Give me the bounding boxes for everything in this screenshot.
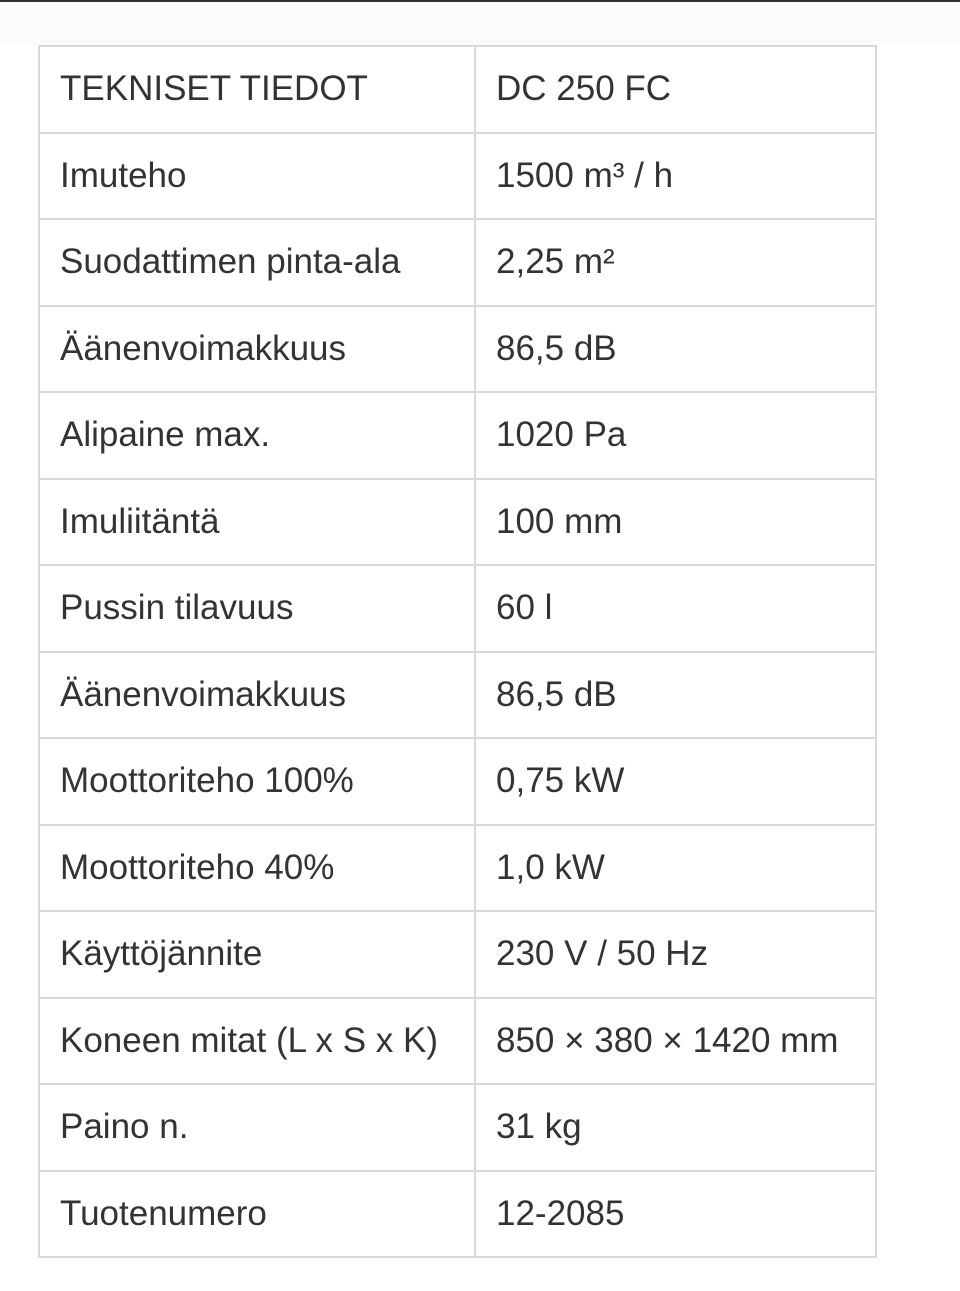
spec-label: Suodattimen pinta-ala	[39, 219, 475, 306]
table-row	[39, 392, 876, 479]
spec-value: 60 l	[475, 565, 876, 652]
spec-label: Tuotenumero	[39, 1171, 475, 1258]
spec-label: Pussin tilavuus	[39, 565, 475, 652]
spec-label: Äänenvoimakkuus	[39, 652, 475, 739]
table-header-row	[39, 46, 876, 133]
table-row	[39, 1084, 876, 1171]
table-row	[39, 306, 876, 393]
spec-label: Koneen mitat (L x S x K)	[39, 998, 475, 1085]
spec-label: Moottoriteho 100%	[39, 738, 475, 825]
spec-value: 1,0 kW	[475, 825, 876, 912]
spec-value: 1020 Pa	[475, 392, 876, 479]
spec-value: 100 mm	[475, 479, 876, 566]
spec-value: 86,5 dB	[475, 652, 876, 739]
top-strip	[0, 2, 960, 46]
table-row	[39, 998, 876, 1085]
spec-label: Moottoriteho 40%	[39, 825, 475, 912]
table-row	[39, 738, 876, 825]
spec-label: Käyttöjännite	[39, 911, 475, 998]
spec-value: 850 × 380 × 1420 mm	[475, 998, 876, 1085]
spec-value: 0,75 kW	[475, 738, 876, 825]
spec-value: 86,5 dB	[475, 306, 876, 393]
table-row	[39, 133, 876, 220]
spec-value: 230 V / 50 Hz	[475, 911, 876, 998]
spec-label: Imuliitäntä	[39, 479, 475, 566]
spec-label: Alipaine max.	[39, 392, 475, 479]
spec-label: Äänenvoimakkuus	[39, 306, 475, 393]
spec-table	[38, 45, 877, 1258]
spec-value: 31 kg	[475, 1084, 876, 1171]
spec-label: Paino n.	[39, 1084, 475, 1171]
spec-value: 12-2085	[475, 1171, 876, 1258]
spec-value: 2,25 m²	[475, 219, 876, 306]
table-row	[39, 565, 876, 652]
header-value: DC 250 FC	[475, 46, 876, 133]
spec-value: 1500 m³ / h	[475, 133, 876, 220]
table-row	[39, 219, 876, 306]
table-row	[39, 479, 876, 566]
table-row	[39, 1171, 876, 1258]
table-row	[39, 911, 876, 998]
table-row	[39, 825, 876, 912]
header-label: TEKNISET TIEDOT	[39, 46, 475, 133]
table-row	[39, 652, 876, 739]
spec-label: Imuteho	[39, 133, 475, 220]
